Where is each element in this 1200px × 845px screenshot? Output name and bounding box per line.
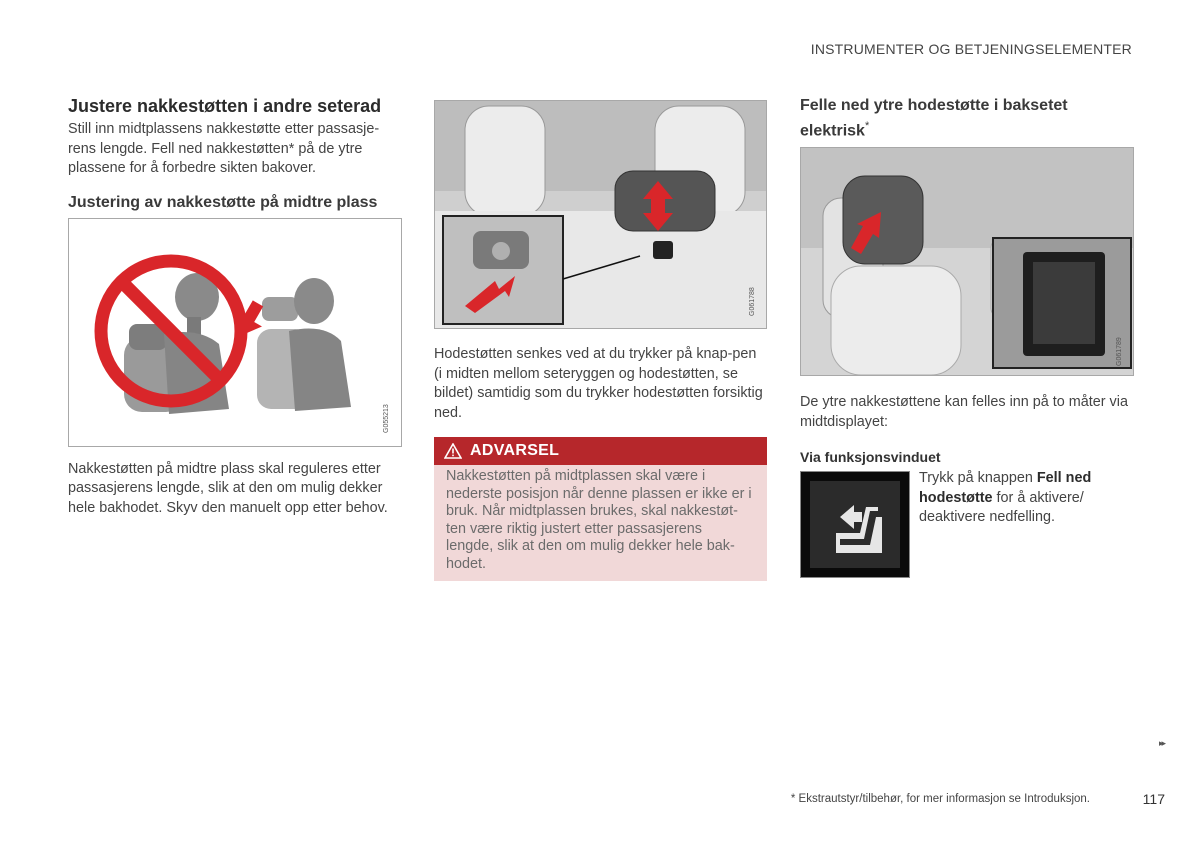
figure-code: G055213 bbox=[383, 403, 390, 433]
fold-headrest-button-image bbox=[800, 471, 910, 578]
column-left bbox=[68, 96, 402, 518]
figure-caption: Nakkestøtten på midtre plass skal reguleres etter passasjerens lengde, slik at den om mulig dekker hele bakhodet. Skyv den manuelt opp etter behov. bbox=[68, 460, 388, 516]
section-heading: Felle ned ytre hodestøtte i baksetet elektrisk* bbox=[800, 97, 1068, 140]
warning-header bbox=[434, 437, 767, 465]
outer-headrest-photo bbox=[800, 147, 1134, 376]
center-headrest-photo bbox=[434, 100, 767, 329]
next-page-marker: ▸▸ bbox=[1158, 738, 1164, 748]
optional-marker: * bbox=[864, 120, 870, 132]
warning-title: ADVARSEL bbox=[470, 442, 560, 459]
footnote: * Ekstrautstyr/tilbehør, for mer informasjon se Introduksjon. bbox=[790, 793, 1090, 805]
subheading: Justering av nakkestøtte på midtre plass bbox=[68, 193, 378, 211]
intro-paragraph: Still inn midtplassens nakkestøtte etter passasje-rens lengde. Fell ned nakkestøtten* på de ytre plassene for å forbedre sikten bakover. bbox=[68, 121, 380, 176]
figure-code: G061788 bbox=[749, 287, 756, 316]
warning-triangle-icon bbox=[444, 443, 462, 459]
column-right bbox=[800, 96, 1134, 583]
section-title: INSTRUMENTER OG BETJENINGSELEMENTER bbox=[810, 41, 1132, 57]
column-middle bbox=[434, 100, 767, 581]
function-instruction: Trykk på knappen Fell ned hodestøtte for å aktivere/ deaktivere nedfelling. bbox=[919, 470, 1092, 526]
headrest-illustration bbox=[68, 218, 402, 447]
figure-caption: Hodestøtten senkes ved at du trykker på knap-pen (i midten mellom seteryggen og hodestøtten, se bildet) samtidig som du trykker hodestøtten forsiktig ned. bbox=[434, 346, 763, 421]
button-name: Fell ned hodestøtte bbox=[919, 470, 1092, 506]
warning-box bbox=[434, 437, 767, 581]
seated-person-raised-headrest bbox=[257, 278, 351, 411]
warning-body: Nakkestøtten på midtplassen skal være i nederste posisjon når denne plassen er ikke er i bruk. Når midtplassen brukes, skal nakkestøt-ten være riktig justert etter passasjerens lengde, slik at den om mulig dekker hele bak-hodet. bbox=[446, 468, 752, 572]
function-row bbox=[800, 469, 1134, 583]
page-number: 117 bbox=[1142, 791, 1165, 807]
figure-code: G061789 bbox=[1116, 337, 1123, 367]
section-heading: Justere nakkestøtten i andre seterad bbox=[68, 96, 382, 116]
function-heading: Via funksjonsvinduet bbox=[800, 449, 941, 466]
headrest-fold-icon bbox=[810, 481, 900, 568]
info-paragraph: De ytre nakkestøttene kan felles inn på to måter via midtdisplayet: bbox=[800, 394, 1128, 430]
